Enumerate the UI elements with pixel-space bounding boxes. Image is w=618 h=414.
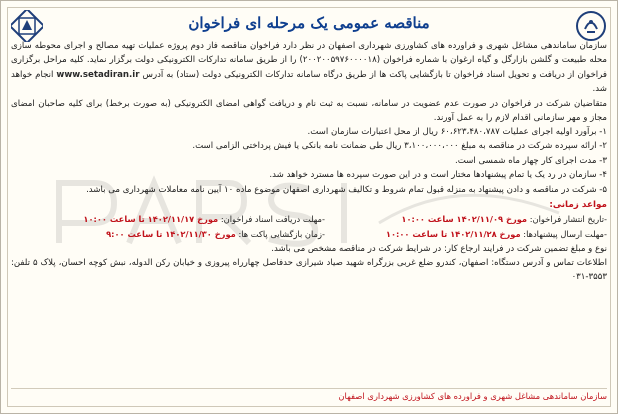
contact-info: اطلاعات تماس و آدرس دستگاه: اصفهان، کندرو ضلع غربی بزرگراه شهید صیاد شیرازی حدفاصل چهارراه پیروزی و خیابان رکن الدوله، نبش کوچه احسان، پلاک ۵ تلفن: ۳۵۵۳-۰۳۱: [11, 257, 607, 282]
opening-time-label: -زمان بازگشایی پاکت ها:: [238, 228, 325, 239]
condition-item: ۳- مدت اجرای کار چهار ماه شمسی است.: [455, 155, 607, 166]
submit-deadline-label: -مهلت ارسال پیشنهادها:: [523, 228, 607, 239]
schedule-heading: مواعد زمانی:: [549, 199, 607, 210]
submit-deadline-value: مورخ ۱۴۰۲/۱۱/۲۸ تا ساعت ۱۰:۰۰: [385, 228, 521, 239]
schedule-row-2: [11, 227, 607, 242]
organization-emblem-icon: [575, 10, 607, 42]
intro-text: سازمان ساماندهی مشاغل شهری و فراورده های کشاورزی شهرداری اصفهان در نظر دارد فراخوان مناقصه فاز دوم پروژه عملیات تهیه مصالح و اجرای محوطه سازی محله طبیعت و گلشن بازارگل و گیاه ارغوان با شماره فراخوان (۲۰۰۲۰۰۵۹۷۶۰۰۰۰۱۸) را از طریق سامانه تدارکات الکترونیکی دولت برگزار نماید. کلیه مراحل برگزاری فراخوان از دریافت و تحویل اسناد فراخوان تا بازگشایی پاکت ها از طریق درگاه سامانه تدارکات الکترونیکی دولت (ستاد) به آدرس: [11, 41, 608, 80]
condition-item: ۲- ارائه سپرده شرکت در مناقصه به مبلغ ۳،۱۰۰،۰۰۰،۰۰۰ ریال طی ضمانت نامه بانکی یا فیش پرداختی الزامی است.: [192, 141, 607, 152]
notice-title: مناقصه عمومی یک مرحله ای فراخوان: [188, 14, 430, 32]
issuer-footer: سازمان ساماندهی مشاغل شهری و فراورده های کشاورزی شهرداری اصفهان: [11, 388, 607, 405]
guarantee-text: نوع و مبلغ تضمین شرکت در فرایند ارجاع کار: در شرایط شرکت در مناقصه مشخص می باشد.: [271, 243, 607, 254]
publish-date-value: مورخ ۱۴۰۲/۱۱/۰۹ ساعت ۱۰:۰۰: [401, 214, 528, 225]
condition-item: ۵- شرکت در مناقصه و دادن پیشنهاد به منزله قبول تمام شروط و تکالیف شهرداری اصفهان موضوع ماده ۱۰ آیین نامه معاملات شهرداری می باشد.: [86, 185, 607, 195]
condition-item: ۴- سازمان در رد یک یا تمام پیشنهادها مختار است و در این صورت سپرده ها مسترد خواهد شد.: [269, 170, 607, 181]
registration-paragraph: متقاضیان شرکت در فراخوان در صورت عدم عضویت در سامانه، نسبت به ثبت نام و دریافت گواهی امضای الکترونیکی (به صورت برخط) برای کلیه صاحبان امضای مجاز و مهر سازمانی اقدام لازم را به عمل آورند.: [11, 98, 607, 123]
intro-text-end: انجام خواهد شد.: [11, 69, 607, 95]
docs-deadline-value: مورخ ۱۴۰۲/۱۱/۱۷ تا ساعت ۱۰:۰۰: [83, 214, 219, 225]
schedule-row-1: [11, 212, 607, 227]
condition-item: ۱- برآورد اولیه اجرای عملیات ۶۰،۶۲۳،۴۸۰،۷۸۷ ریال از محل اعتبارات سازمان است.: [307, 126, 607, 137]
docs-deadline-label: -مهلت دریافت اسناد فراخوان:: [220, 214, 325, 225]
setad-website-link[interactable]: www.setadiran.ir: [56, 69, 140, 80]
notice-body: [11, 39, 607, 284]
publish-date-label: -تاریخ انتشار فراخوان:: [529, 214, 607, 225]
opening-time-value: مورخ ۱۴۰۲/۱۱/۳۰ تا ساعت ۹:۰۰: [106, 228, 236, 239]
intro-paragraph: [11, 39, 607, 97]
municipality-emblem-icon: [11, 10, 43, 42]
